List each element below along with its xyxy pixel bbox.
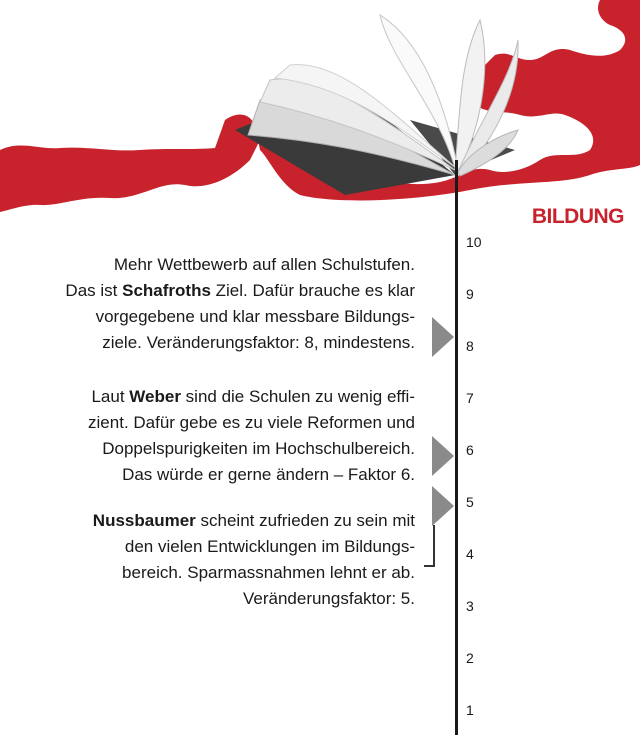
candidate-name: Weber [129, 387, 181, 406]
scale-tick-label: 2 [466, 650, 474, 666]
statement-line: Nussbaumer scheint zufrieden zu sein mit [92, 511, 415, 530]
statement-line: den vielen Entwicklungen im Bildungs- [124, 537, 415, 556]
scale-tick-label: 8 [466, 338, 474, 354]
statement-line: ziele. Veränderungsfaktor: 8, mindestens. [102, 333, 415, 352]
open-book-illustration [230, 0, 520, 200]
section-title: BILDUNG [531, 205, 624, 228]
statement-line: Das ist Schafroths Ziel. Dafür brauche es klar [65, 281, 415, 300]
statement-line: Das würde er gerne ändern – Faktor 6. [122, 465, 415, 484]
statement-paragraph [0, 508, 415, 612]
statement-line: vorgegebene und klar messbare Bildungs- [95, 307, 415, 326]
candidate-name: Nussbaumer [92, 511, 196, 530]
factor-marker [432, 486, 454, 526]
statement-line: Mehr Wettbewerb auf allen Schulstufen. [113, 255, 415, 274]
factor-marker [432, 436, 454, 476]
statement-line: Doppelspurigkeiten im Hochschulbereich. [102, 439, 415, 458]
statement-line: Veränderungsfaktor: 5. [242, 589, 415, 608]
scale-tick-label: 9 [466, 286, 474, 302]
candidate-name: Schafroths [122, 281, 211, 300]
scale-tick-label: 1 [466, 702, 474, 718]
scale-tick-label: 10 [466, 234, 482, 250]
statement-paragraph [0, 252, 415, 356]
bracket-connector [424, 525, 435, 567]
scale-tick-label: 6 [466, 442, 474, 458]
statement-line: zient. Dafür gebe es zu viele Reformen und [88, 413, 415, 432]
scale-tick-label: 5 [466, 494, 474, 510]
statement-paragraph [0, 384, 415, 488]
scale-tick-label: 7 [466, 390, 474, 406]
statement-line: bereich. Sparmassnahmen lehnt er ab. [122, 563, 415, 582]
statement-line: Laut Weber sind die Schulen zu wenig effi- [91, 387, 415, 406]
scale-tick-label: 4 [466, 546, 474, 562]
scale-tick-label: 3 [466, 598, 474, 614]
scale-axis-line [455, 160, 458, 735]
factor-marker [432, 317, 454, 357]
